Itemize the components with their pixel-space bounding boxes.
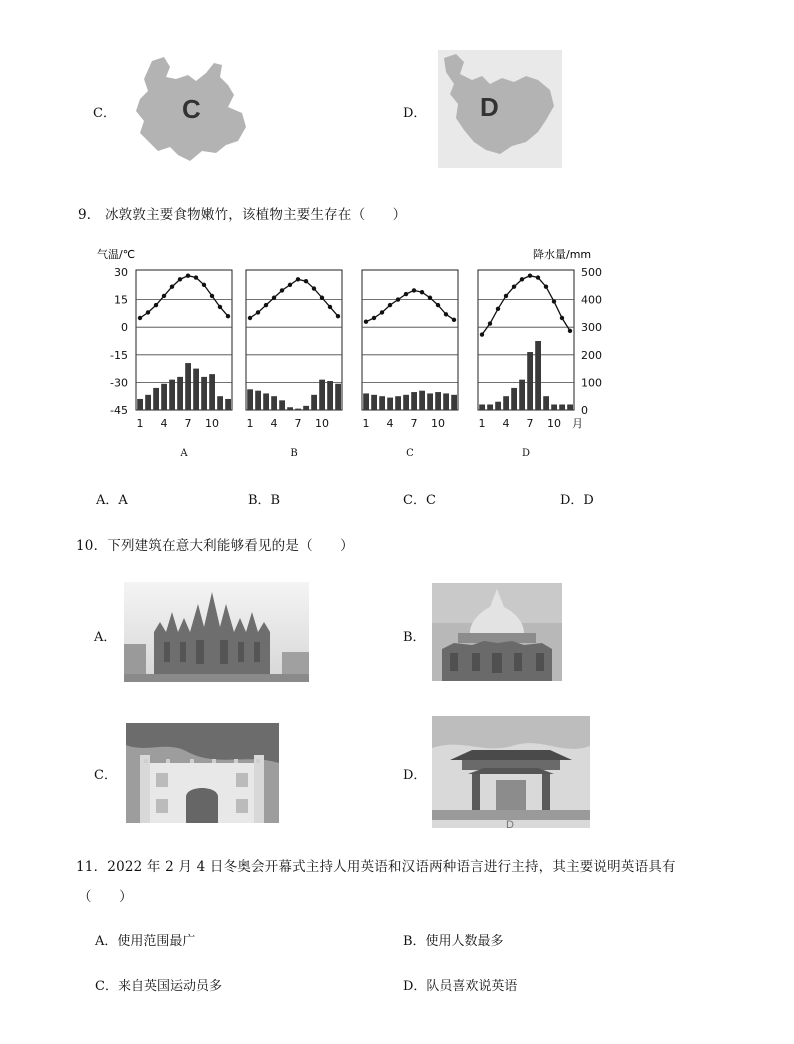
q10-option-c-label: C．	[94, 768, 117, 783]
q8-option-c-label: C．	[93, 106, 116, 121]
temp-point-B-1	[248, 316, 252, 320]
precip-bar-A-11	[217, 396, 223, 410]
temp-point-A-3	[154, 303, 158, 307]
precip-bar-A-9	[201, 377, 207, 410]
temp-axis-label: 气温/℃	[97, 248, 136, 261]
temp-point-C-11	[444, 312, 448, 316]
temp-line-A	[140, 276, 228, 318]
x-tick-B-10: 10	[315, 417, 329, 430]
precip-bar-C-4	[387, 398, 393, 410]
x-tick-C-4: 4	[386, 417, 394, 430]
precip-bar-C-5	[395, 396, 401, 410]
panel-frame-D	[478, 270, 574, 410]
precip-bar-A-12	[225, 399, 231, 410]
precip-bar-B-5	[279, 400, 285, 410]
x-tick-C-10: 10	[431, 417, 445, 430]
temp-point-C-4	[388, 303, 392, 307]
precip-bar-B-6	[287, 407, 293, 410]
x-unit-label: 月	[572, 417, 583, 430]
temp-point-A-6	[178, 277, 182, 281]
map-d-image	[438, 50, 562, 168]
temp-point-C-2	[372, 316, 376, 320]
temp-line-B	[250, 279, 338, 318]
temp-point-A-11	[218, 305, 222, 309]
temp-point-B-6	[288, 283, 292, 287]
temp-point-B-7	[296, 277, 300, 281]
precip-bar-B-3	[263, 393, 269, 410]
temp-tick-1: 15	[114, 293, 128, 307]
x-tick-D-4: 4	[502, 417, 510, 430]
q11-stem: 11．2022 年 2 月 4 日冬奥会开幕式主持人用英语和汉语两种语言进行主持，其主要说明英语具有	[76, 859, 676, 875]
q9-option-d[interactable]: D．D	[560, 493, 594, 508]
precip-bar-A-7	[185, 363, 191, 410]
precip-tick-4: 100	[581, 376, 602, 390]
temp-point-C-6	[404, 292, 408, 296]
precip-tick-3: 200	[581, 348, 602, 362]
precip-bar-D-11	[559, 404, 565, 410]
temp-point-D-11	[560, 316, 564, 320]
precip-bar-D-6	[519, 380, 525, 410]
q11-option-c[interactable]: C．来自英国运动员多	[95, 979, 222, 994]
temp-line-C	[366, 290, 454, 321]
x-tick-A-7: 7	[184, 417, 192, 430]
precip-bar-D-10	[551, 404, 557, 410]
temp-point-B-8	[304, 279, 308, 283]
temp-point-B-12	[336, 314, 340, 318]
precip-bar-B-8	[303, 406, 309, 410]
precip-bar-B-12	[335, 384, 341, 410]
precip-bar-D-2	[487, 404, 493, 410]
precip-bar-B-7	[295, 409, 301, 410]
precip-bar-D-8	[535, 341, 541, 410]
temp-point-D-3	[496, 307, 500, 311]
map-d-letter: D	[480, 92, 499, 122]
q10-option-b-label: B．	[403, 630, 426, 645]
x-tick-A-1: 1	[136, 417, 144, 430]
precip-bar-C-7	[411, 392, 417, 410]
precip-tick-1: 400	[581, 293, 602, 307]
precip-bar-A-3	[153, 388, 159, 410]
temp-point-D-9	[544, 285, 548, 289]
precip-tick-0: 500	[581, 266, 602, 279]
precip-bar-D-12	[567, 404, 573, 410]
panel-label-D: D	[521, 448, 531, 459]
precip-axis-label: 降水量/mm	[533, 248, 592, 261]
temp-point-D-7	[528, 273, 532, 277]
climate-chart	[95, 244, 615, 473]
q9-option-c[interactable]: C．C	[403, 493, 436, 508]
temp-point-B-3	[264, 303, 268, 307]
q9-option-b[interactable]: B．B	[248, 493, 281, 508]
precip-tick-2: 300	[581, 321, 602, 335]
q11-option-a[interactable]: A．使用范围最广	[95, 934, 196, 949]
temp-point-A-2	[146, 310, 150, 314]
temp-tick-2: 0	[121, 321, 128, 335]
precip-bar-D-1	[479, 404, 485, 410]
map-c-image	[130, 55, 255, 165]
temp-point-D-1	[480, 332, 484, 336]
precip-bar-B-1	[247, 389, 253, 410]
temp-line-D	[482, 276, 570, 335]
x-tick-B-7: 7	[294, 417, 302, 430]
x-tick-D-1: 1	[478, 417, 486, 430]
temp-point-C-7	[412, 288, 416, 292]
precip-bar-D-7	[527, 352, 533, 410]
precip-bar-C-11	[443, 393, 449, 410]
q11-option-b[interactable]: B．使用人数最多	[403, 934, 504, 949]
precip-bar-A-10	[209, 374, 215, 410]
precip-bar-A-8	[193, 369, 199, 410]
temp-point-C-5	[396, 297, 400, 301]
temp-point-B-2	[256, 310, 260, 314]
x-tick-C-7: 7	[410, 417, 418, 430]
temp-point-C-9	[428, 296, 432, 300]
temp-tick-0: 30	[114, 266, 128, 279]
precip-bar-B-10	[319, 380, 325, 410]
precip-bar-D-4	[503, 396, 509, 410]
q9-stem: 9． 冰敦敦主要食物嫩竹，该植物主要生存在（ ）	[78, 207, 407, 223]
q9-option-a[interactable]: A．A	[96, 493, 128, 508]
precip-bar-C-1	[363, 393, 369, 410]
photo-d-caption: D	[506, 819, 514, 828]
temp-point-C-10	[436, 303, 440, 307]
precip-bar-D-3	[495, 402, 501, 410]
temp-point-A-12	[226, 314, 230, 318]
temp-tick-5: -45	[110, 404, 128, 417]
temp-point-C-8	[420, 290, 424, 294]
precip-tick-5: 0	[581, 404, 588, 417]
temp-point-C-3	[380, 310, 384, 314]
temp-point-B-10	[320, 296, 324, 300]
q8-option-d-label: D．	[403, 106, 427, 121]
precip-bar-A-4	[161, 384, 167, 410]
gothic-cathedral-photo	[124, 582, 309, 682]
q10-stem: 10．下列建筑在意大利能够看见的是（ ）	[76, 538, 354, 554]
temp-point-D-12	[568, 329, 572, 333]
temp-point-D-2	[488, 321, 492, 325]
temp-point-B-5	[280, 288, 284, 292]
precip-bar-A-2	[145, 395, 151, 410]
temp-point-C-12	[452, 318, 456, 322]
x-tick-A-10: 10	[205, 417, 219, 430]
temp-point-A-7	[186, 273, 190, 277]
temp-point-D-4	[504, 294, 508, 298]
precip-bar-C-2	[371, 395, 377, 410]
panel-frame-C	[362, 270, 458, 410]
q10-option-d-label: D．	[403, 768, 427, 783]
golden-pagoda-photo	[432, 583, 562, 681]
precip-bar-B-9	[311, 395, 317, 410]
temp-point-B-4	[272, 296, 276, 300]
temp-point-A-1	[138, 316, 142, 320]
panel-label-A: A	[180, 448, 188, 459]
precip-bar-C-8	[419, 391, 425, 410]
precip-bar-C-6	[403, 395, 409, 410]
precip-bar-C-12	[451, 395, 457, 410]
temp-point-A-9	[202, 283, 206, 287]
temp-point-D-5	[512, 285, 516, 289]
temp-point-A-10	[210, 294, 214, 298]
chinese-gate-photo	[432, 716, 590, 828]
temp-point-D-6	[520, 277, 524, 281]
temp-point-D-10	[552, 299, 556, 303]
x-tick-B-1: 1	[246, 417, 254, 430]
panel-frame-A	[136, 270, 232, 410]
temp-point-A-4	[162, 294, 166, 298]
islamic-gateway-photo	[126, 723, 279, 823]
x-tick-A-4: 4	[160, 417, 168, 430]
q10-option-a-label: A．	[94, 630, 117, 645]
temp-point-A-5	[170, 285, 174, 289]
temp-point-B-9	[312, 286, 316, 290]
precip-bar-A-5	[169, 380, 175, 410]
precip-bar-D-9	[543, 396, 549, 410]
precip-bar-C-10	[435, 392, 441, 410]
x-tick-D-10: 10	[547, 417, 561, 430]
temp-point-B-11	[328, 305, 332, 309]
precip-bar-C-9	[427, 393, 433, 410]
panel-label-C: C	[406, 448, 414, 459]
temp-point-C-1	[364, 319, 368, 323]
q11-stem-cont: （ ）	[78, 889, 133, 905]
map-c-letter: C	[182, 94, 201, 124]
precip-bar-B-4	[271, 396, 277, 410]
x-tick-C-1: 1	[362, 417, 370, 430]
precip-bar-B-2	[255, 391, 261, 410]
precip-bar-A-6	[177, 377, 183, 410]
precip-bar-A-1	[137, 399, 143, 410]
x-tick-D-7: 7	[526, 417, 534, 430]
x-tick-B-4: 4	[270, 417, 278, 430]
climate-chart-svg	[95, 244, 615, 469]
temp-point-A-8	[194, 275, 198, 279]
precip-bar-D-5	[511, 388, 517, 410]
temp-point-D-8	[536, 275, 540, 279]
panel-label-B: B	[290, 448, 298, 459]
temp-tick-3: -15	[110, 348, 128, 362]
precip-bar-B-11	[327, 381, 333, 410]
precip-bar-C-3	[379, 396, 385, 410]
q11-option-d[interactable]: D．队员喜欢说英语	[403, 979, 518, 994]
temp-tick-4: -30	[110, 376, 128, 390]
